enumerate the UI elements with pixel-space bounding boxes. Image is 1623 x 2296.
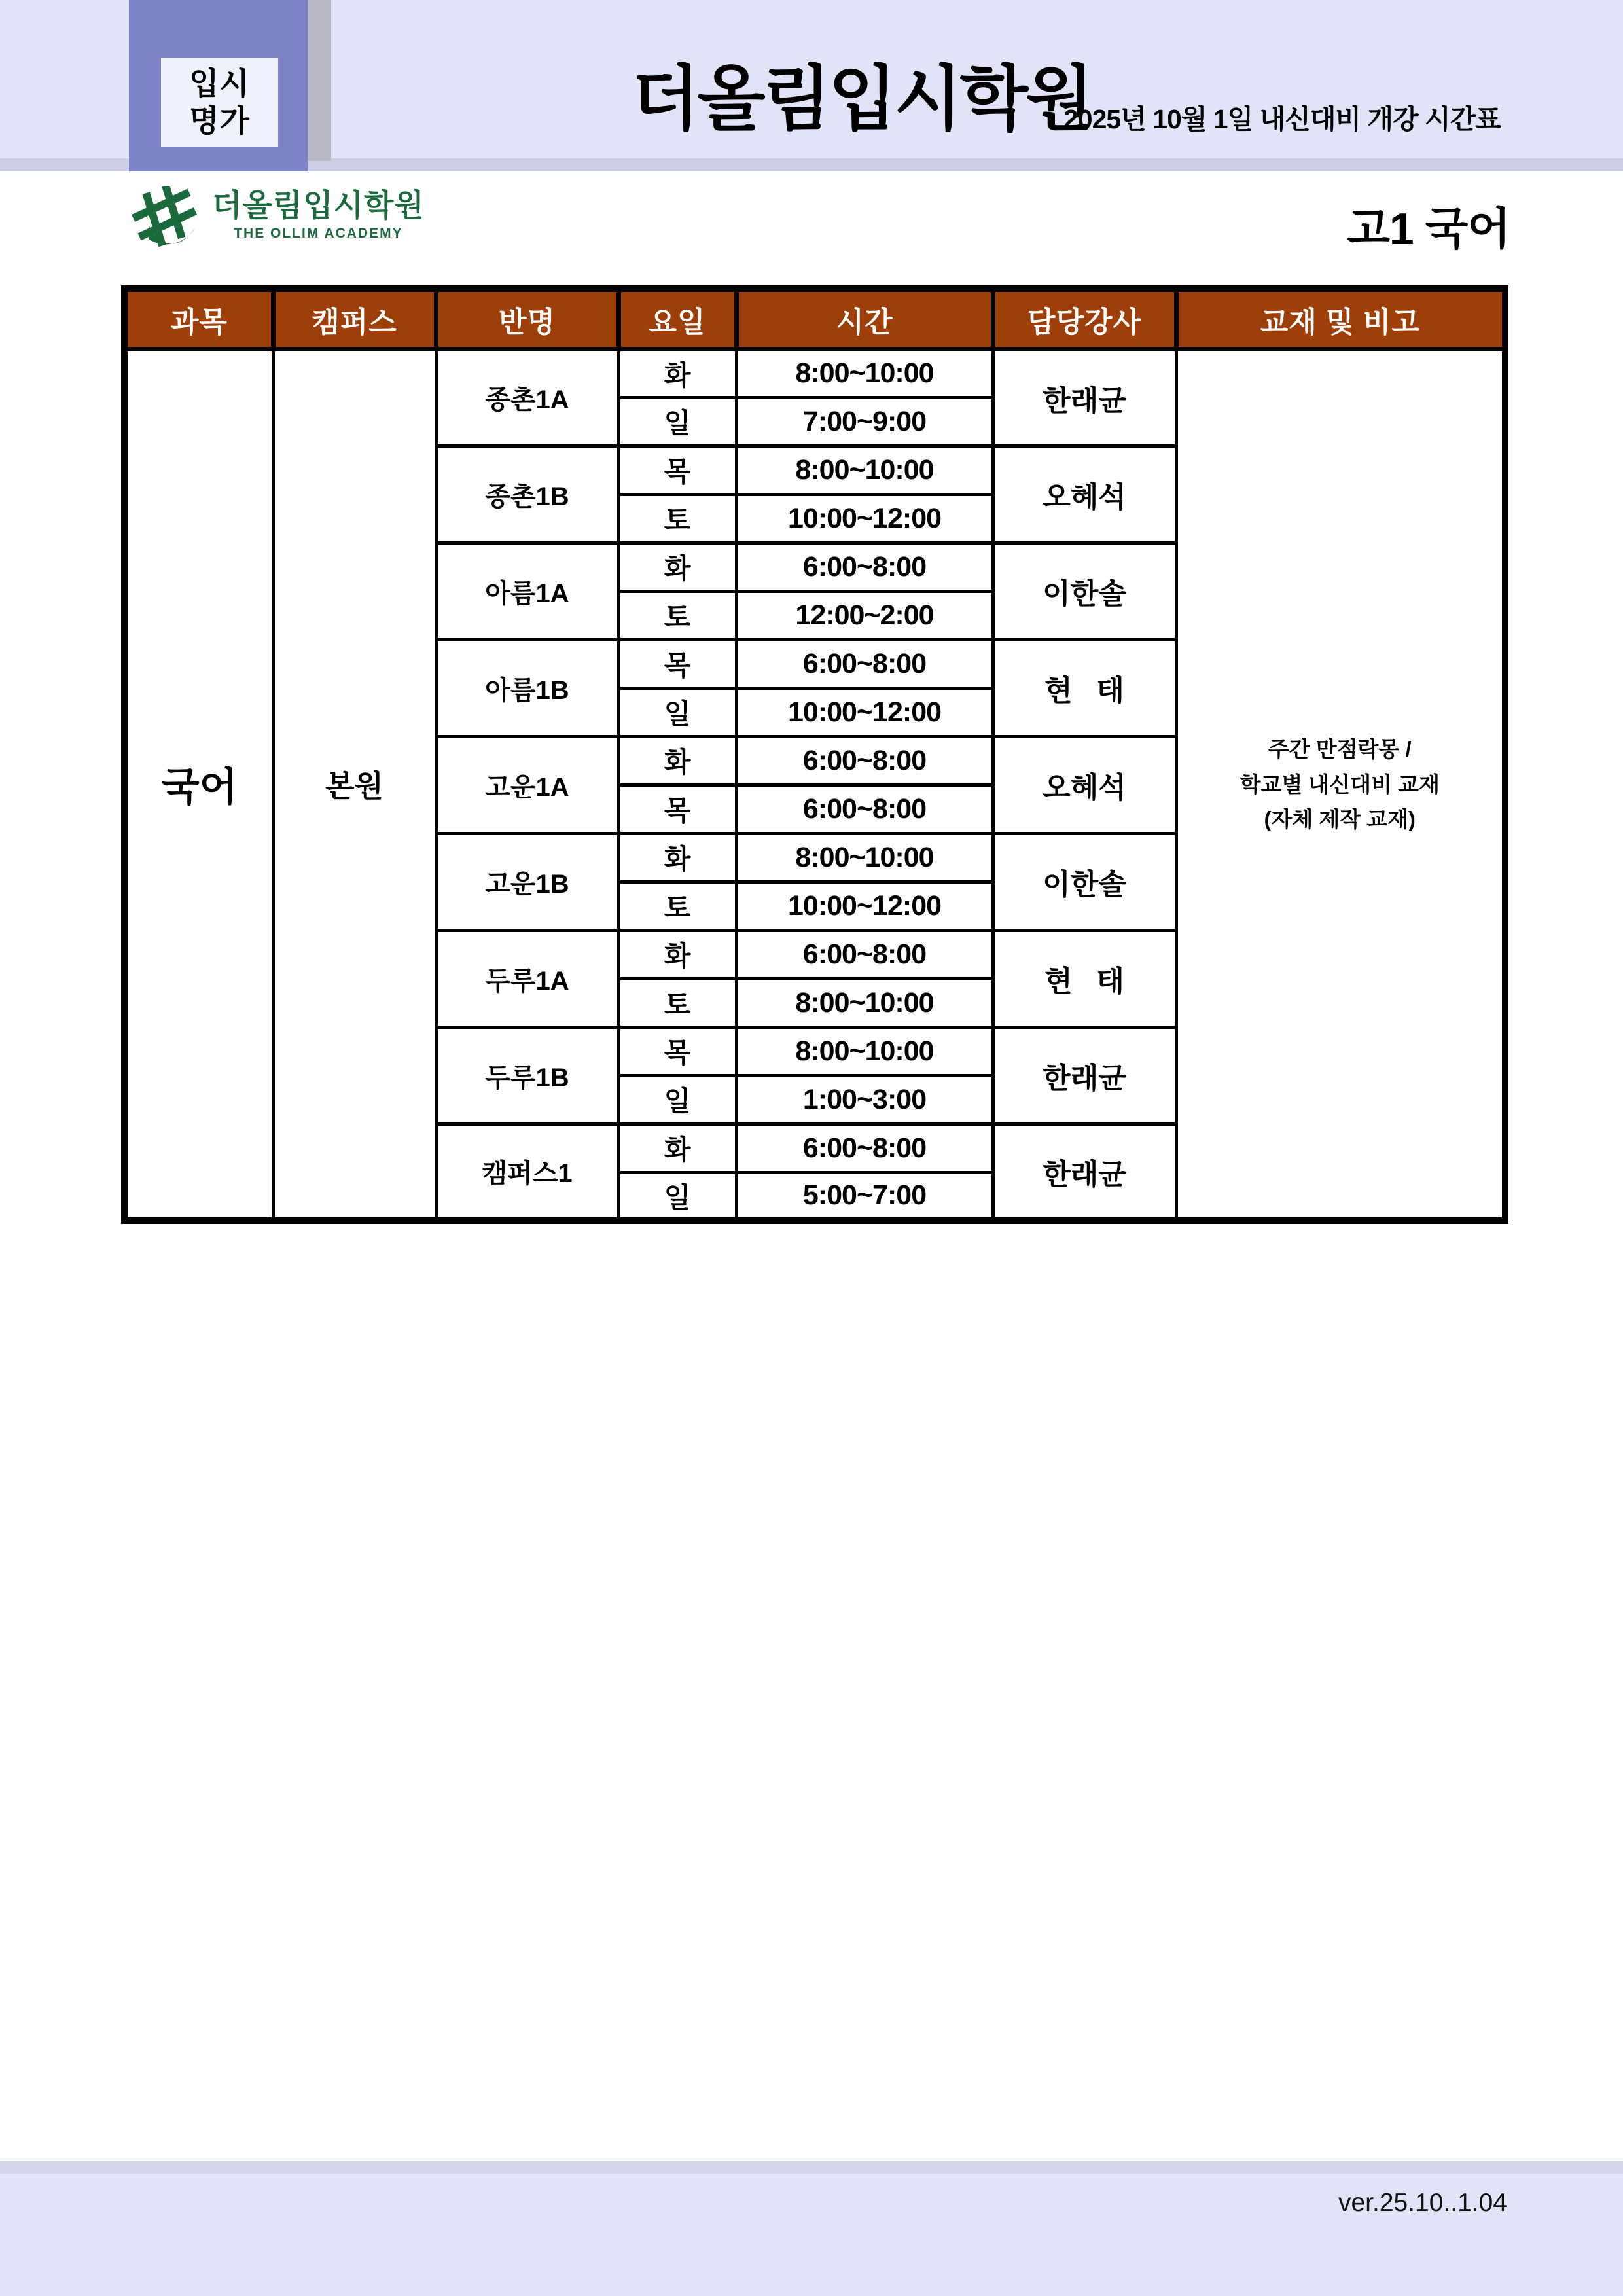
time-cell: 1:00~3:00	[736, 1075, 993, 1124]
timetable	[121, 285, 1508, 1224]
teacher-cell: 오혜석	[993, 736, 1176, 833]
hash-swoosh-icon	[130, 186, 203, 251]
time-cell: 6:00~8:00	[736, 639, 993, 688]
academy-subtitle: 2025년 10월 1일 내신대비 개강 시간표	[1063, 104, 1501, 134]
day-cell: 일	[618, 397, 736, 446]
subject-cell: 국어	[124, 349, 273, 1221]
day-cell: 목	[618, 639, 736, 688]
time-cell: 8:00~10:00	[736, 1027, 993, 1075]
col-header-notes: 교재 및 비고	[1176, 289, 1505, 349]
logo-text	[212, 186, 425, 242]
time-cell: 6:00~8:00	[736, 785, 993, 833]
table-row	[124, 349, 1505, 397]
class-name-cell: 종촌1A	[436, 349, 618, 446]
teacher-cell: 한래균	[993, 349, 1176, 446]
teacher-cell: 오혜석	[993, 446, 1176, 543]
academy-title: 더올림입시학원	[632, 59, 1092, 138]
time-cell: 5:00~7:00	[736, 1172, 993, 1221]
campus-cell: 본원	[273, 349, 436, 1221]
time-cell: 8:00~10:00	[736, 446, 993, 494]
time-cell: 10:00~12:00	[736, 882, 993, 930]
col-header-subject: 과목	[124, 289, 273, 349]
day-cell: 일	[618, 1172, 736, 1221]
class-name-cell: 두루1B	[436, 1027, 618, 1124]
page-title: 고1 국어	[1347, 204, 1510, 254]
col-header-class: 반명	[436, 289, 618, 349]
academy-logo	[130, 186, 425, 251]
time-cell: 7:00~9:00	[736, 397, 993, 446]
day-cell: 화	[618, 833, 736, 882]
day-cell: 화	[618, 930, 736, 978]
day-cell: 토	[618, 591, 736, 639]
time-cell: 8:00~10:00	[736, 349, 993, 397]
class-name-cell: 고운1A	[436, 736, 618, 833]
time-cell: 6:00~8:00	[736, 1124, 993, 1172]
day-cell: 일	[618, 1075, 736, 1124]
notes-line: (자체 제작 교재)	[1264, 806, 1416, 831]
class-name-cell: 캠퍼스1	[436, 1124, 618, 1221]
day-cell: 토	[618, 494, 736, 543]
col-header-campus: 캠퍼스	[273, 289, 436, 349]
class-name-cell: 두루1A	[436, 930, 618, 1027]
time-cell: 6:00~8:00	[736, 930, 993, 978]
logo-english-name: THE OLLIM ACADEMY	[234, 225, 403, 241]
day-cell: 목	[618, 446, 736, 494]
day-cell: 목	[618, 785, 736, 833]
time-cell: 10:00~12:00	[736, 688, 993, 736]
day-cell: 목	[618, 1027, 736, 1075]
teacher-cell: 이한솔	[993, 543, 1176, 639]
time-cell: 8:00~10:00	[736, 978, 993, 1027]
badge-ribbon	[129, 0, 308, 171]
ribbon-shadow	[308, 0, 331, 161]
badge-box	[161, 58, 278, 147]
class-name-cell: 종촌1B	[436, 446, 618, 543]
time-cell: 12:00~2:00	[736, 591, 993, 639]
logo-korean-name: 더올림입시학원	[212, 188, 425, 223]
teacher-cell: 현 태	[993, 639, 1176, 736]
day-cell: 일	[618, 688, 736, 736]
day-cell: 화	[618, 349, 736, 397]
day-cell: 토	[618, 978, 736, 1027]
col-header-time: 시간	[736, 289, 993, 349]
class-name-cell: 아름1A	[436, 543, 618, 639]
badge-line: 명가	[189, 103, 250, 138]
notes-cell	[1176, 349, 1505, 1221]
class-name-cell: 고운1B	[436, 833, 618, 930]
teacher-cell: 한래균	[993, 1124, 1176, 1221]
time-cell: 6:00~8:00	[736, 543, 993, 591]
table-header-row	[124, 289, 1505, 349]
time-cell: 8:00~10:00	[736, 833, 993, 882]
day-cell: 화	[618, 543, 736, 591]
day-cell: 화	[618, 1124, 736, 1172]
day-cell: 화	[618, 736, 736, 785]
notes-line: 주간 만점락몽 /	[1268, 737, 1412, 762]
time-cell: 6:00~8:00	[736, 736, 993, 785]
day-cell: 토	[618, 882, 736, 930]
col-header-day: 요일	[618, 289, 736, 349]
class-name-cell: 아름1B	[436, 639, 618, 736]
col-header-teacher: 담당강사	[993, 289, 1176, 349]
time-cell: 10:00~12:00	[736, 494, 993, 543]
teacher-cell: 한래균	[993, 1027, 1176, 1124]
version-text: ver.25.10..1.04	[1338, 2189, 1507, 2217]
teacher-cell: 현 태	[993, 930, 1176, 1027]
badge-line: 입시	[189, 65, 250, 101]
notes-line: 학교별 내신대비 교재	[1240, 772, 1440, 797]
footer-band-strip	[0, 2161, 1623, 2174]
teacher-cell: 이한솔	[993, 833, 1176, 930]
timetable-body	[124, 349, 1505, 1221]
